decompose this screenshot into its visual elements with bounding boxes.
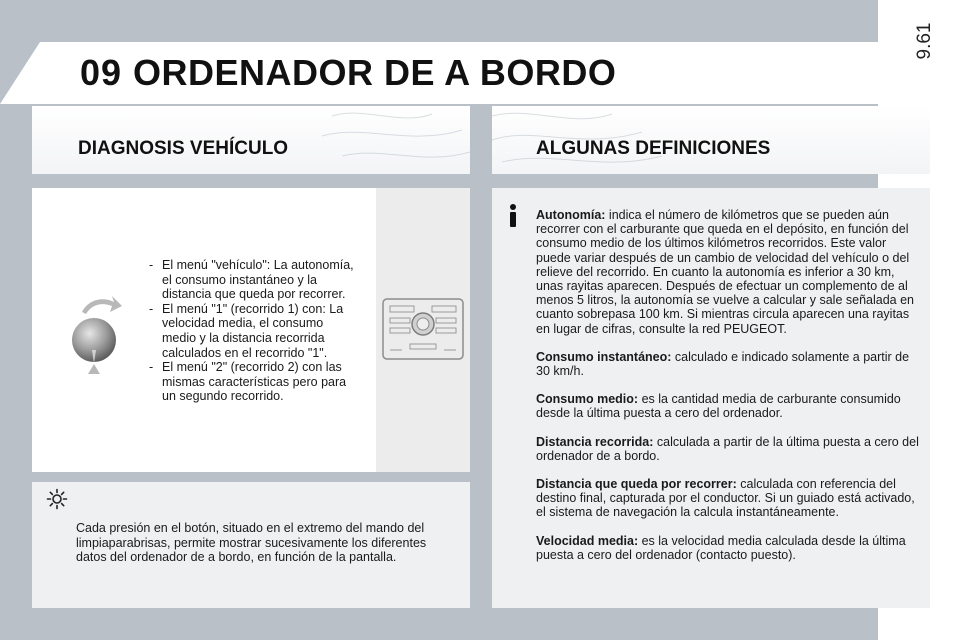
list-item: - El menú "1" (recorrido 1) con: La velocidad media, el consumo medio y la distancia recorrida calculados en el recorrido "1". [146,302,356,360]
definition-term: Autonomía: [536,208,606,222]
definitions-panel [492,188,930,608]
list-item: - El menú "vehículo": La autonomía, el consumo instantáneo y la distancia que queda por recorrer. [146,258,356,302]
radio-unit-icon [382,298,464,360]
sun-icon [46,488,68,510]
illustration-zone [376,188,470,472]
section-title-definitions: ALGUNAS DEFINICIONES [536,138,771,159]
diagnosis-panel [32,188,470,472]
definition-item [536,208,920,336]
list-item: - El menú "2" (recorrido 2) con las mismas características pero para un segundo recorrido. [146,360,356,404]
definition-item [536,392,920,420]
definition-item [536,350,920,378]
chapter-number: 09 [80,52,123,93]
page-number: 9.61 [914,22,935,60]
definition-text: indica el número de kilómetros que se pueden aún recorrer con el carburante que queda en el depósito, en función del consumo medio de los últimos kilómetros recorridos. Este valor puede variar después de un cambio de velocidad del vehículo o del relieve del recorrido. En cuanto la autonomía es inferior a 30 km, unas rayitas aparecen. Después de efectuar un complemento de al menos 5 litros, la autonomía se vuelve a calcular y sale señalada en cuanto sobrepasa 100 km. Si mientras circula aparecen una rayitas en lugar de cifras, consulte la red PEUGEOT. [536,208,914,336]
definition-term: Distancia que queda por recorrer: [536,477,737,492]
definition-term: Velocidad media: [536,533,639,548]
definition-term: Distancia recorrida: [536,434,654,449]
info-icon [500,202,526,228]
chapter-title: ORDENADOR DE A BORDO [133,52,617,93]
definition-text: es la velocidad media calculada desde la última puesta a cero del ordenador (contacto puesto). [536,533,906,562]
definition-text: es la cantidad media de carburante consumido desde la última puesta a cero del ordenador. [536,392,901,421]
definition-item [536,534,920,562]
definition-item [536,477,920,520]
definition-term: Consumo instantáneo: [536,349,672,364]
definitions-list [536,208,920,576]
rotary-knob-icon [68,292,124,376]
definition-text: calculada con referencia del destino final, capturada por el conductor. Si un guiado está activado, el sistema de navegación la calcula instantáneamente. [536,477,915,520]
tip-panel [32,482,470,608]
menu-list [146,258,356,404]
left-section-header [32,106,470,174]
definition-term: Consumo medio: [536,392,639,407]
section-title-diagnosis: DIAGNOSIS VEHÍCULO [78,138,289,159]
definition-text: calculada a partir de la última puesta a cero del ordenador de a bordo. [536,434,919,463]
right-section-header [492,106,930,174]
definition-text: calculado e indicado solamente a partir de 30 km/h. [536,349,910,379]
definition-item [536,435,920,463]
header-corner [0,42,40,104]
tip-text: Cada presión en el botón, situado en el extremo del mando del limpiaparabrisas, permite mostrar sucesivamente los diferentes datos del ordenador de a bordo, en función de la pantalla. [76,521,427,565]
